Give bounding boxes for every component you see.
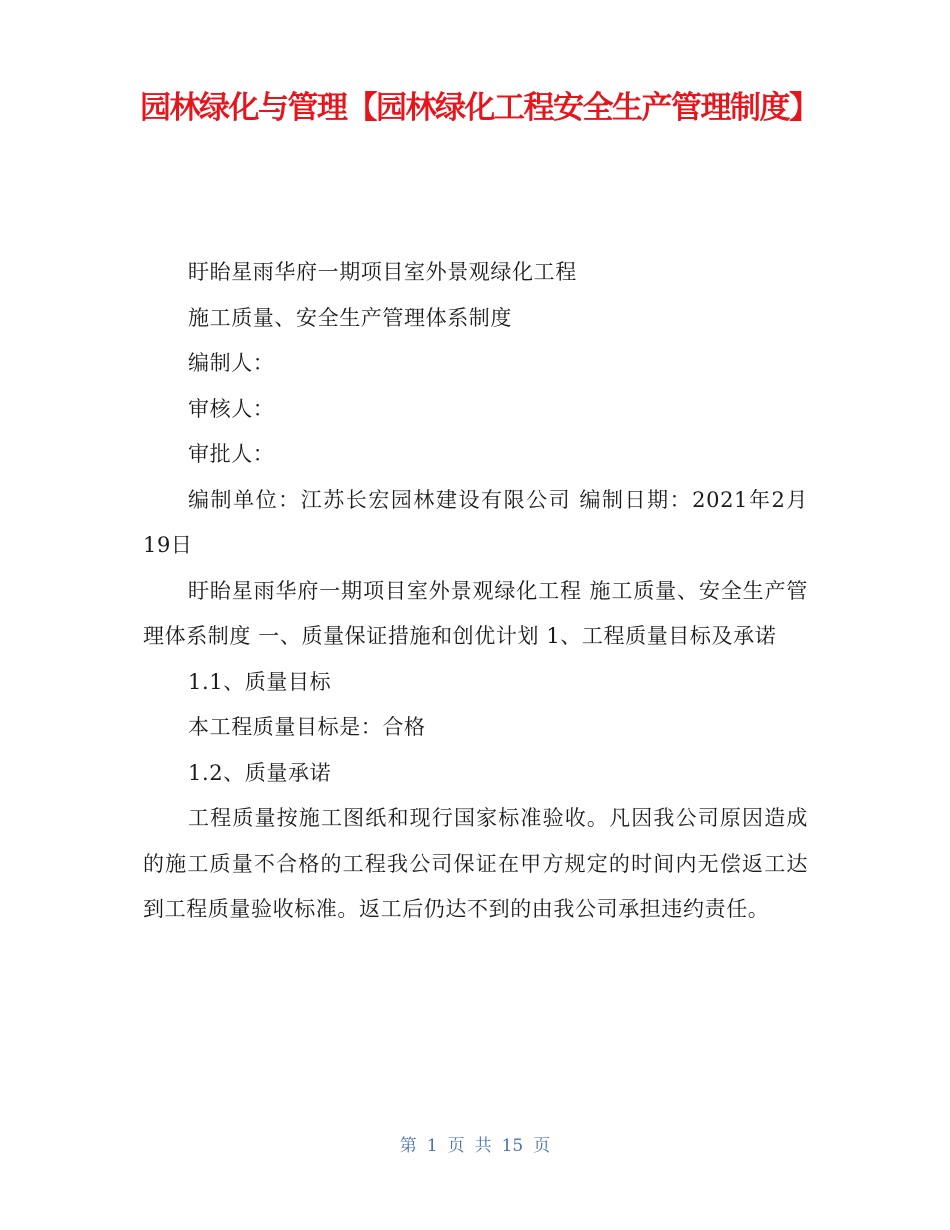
paragraph-intro: 盱眙星雨华府一期项目室外景观绿化工程 施工质量、安全生产管理体系制度 一、质量保证措施和创优计划 1、工程质量目标及承诺	[143, 578, 808, 648]
paragraph-project-name: 盱眙星雨华府一期项目室外景观绿化工程	[188, 260, 577, 284]
footer-prefix: 第	[399, 1136, 417, 1156]
page-footer	[0, 1133, 950, 1159]
paragraph-section-1-1: 1.1、质量目标	[188, 669, 332, 694]
paragraph-compiling-unit: 编制单位：江苏长宏园林建设有限公司 编制日期：2021年2月19日	[143, 487, 808, 557]
footer-total-word: 共	[474, 1136, 492, 1156]
document-body	[143, 250, 808, 933]
document-title: 园林绿化与管理【园林绿化工程安全生产管理制度】	[140, 90, 819, 126]
paragraph-system-title: 施工质量、安全生产管理体系制度	[188, 305, 512, 330]
footer-total-pages: 15	[501, 1136, 524, 1156]
paragraph-section-1-2: 1.2、质量承诺	[188, 760, 332, 785]
paragraph-approver: 审批人：	[188, 442, 275, 466]
paragraph-quality-goal: 本工程质量目标是：合格	[188, 715, 426, 739]
paragraph-compiler: 编制人：	[188, 351, 275, 375]
footer-page-word: 页	[447, 1136, 465, 1156]
footer-current-page: 1	[426, 1136, 438, 1156]
paragraph-reviewer: 审核人：	[188, 396, 275, 421]
paragraph-quality-commitment: 工程质量按施工图纸和现行国家标准验收。凡因我公司原因造成的施工质量不合格的工程我公司保证在甲方规定的时间内无偿返工达到工程质量验收标准。返工后仍达不到的由我公司承担违约责任。	[143, 806, 808, 921]
footer-suffix: 页	[533, 1136, 551, 1156]
